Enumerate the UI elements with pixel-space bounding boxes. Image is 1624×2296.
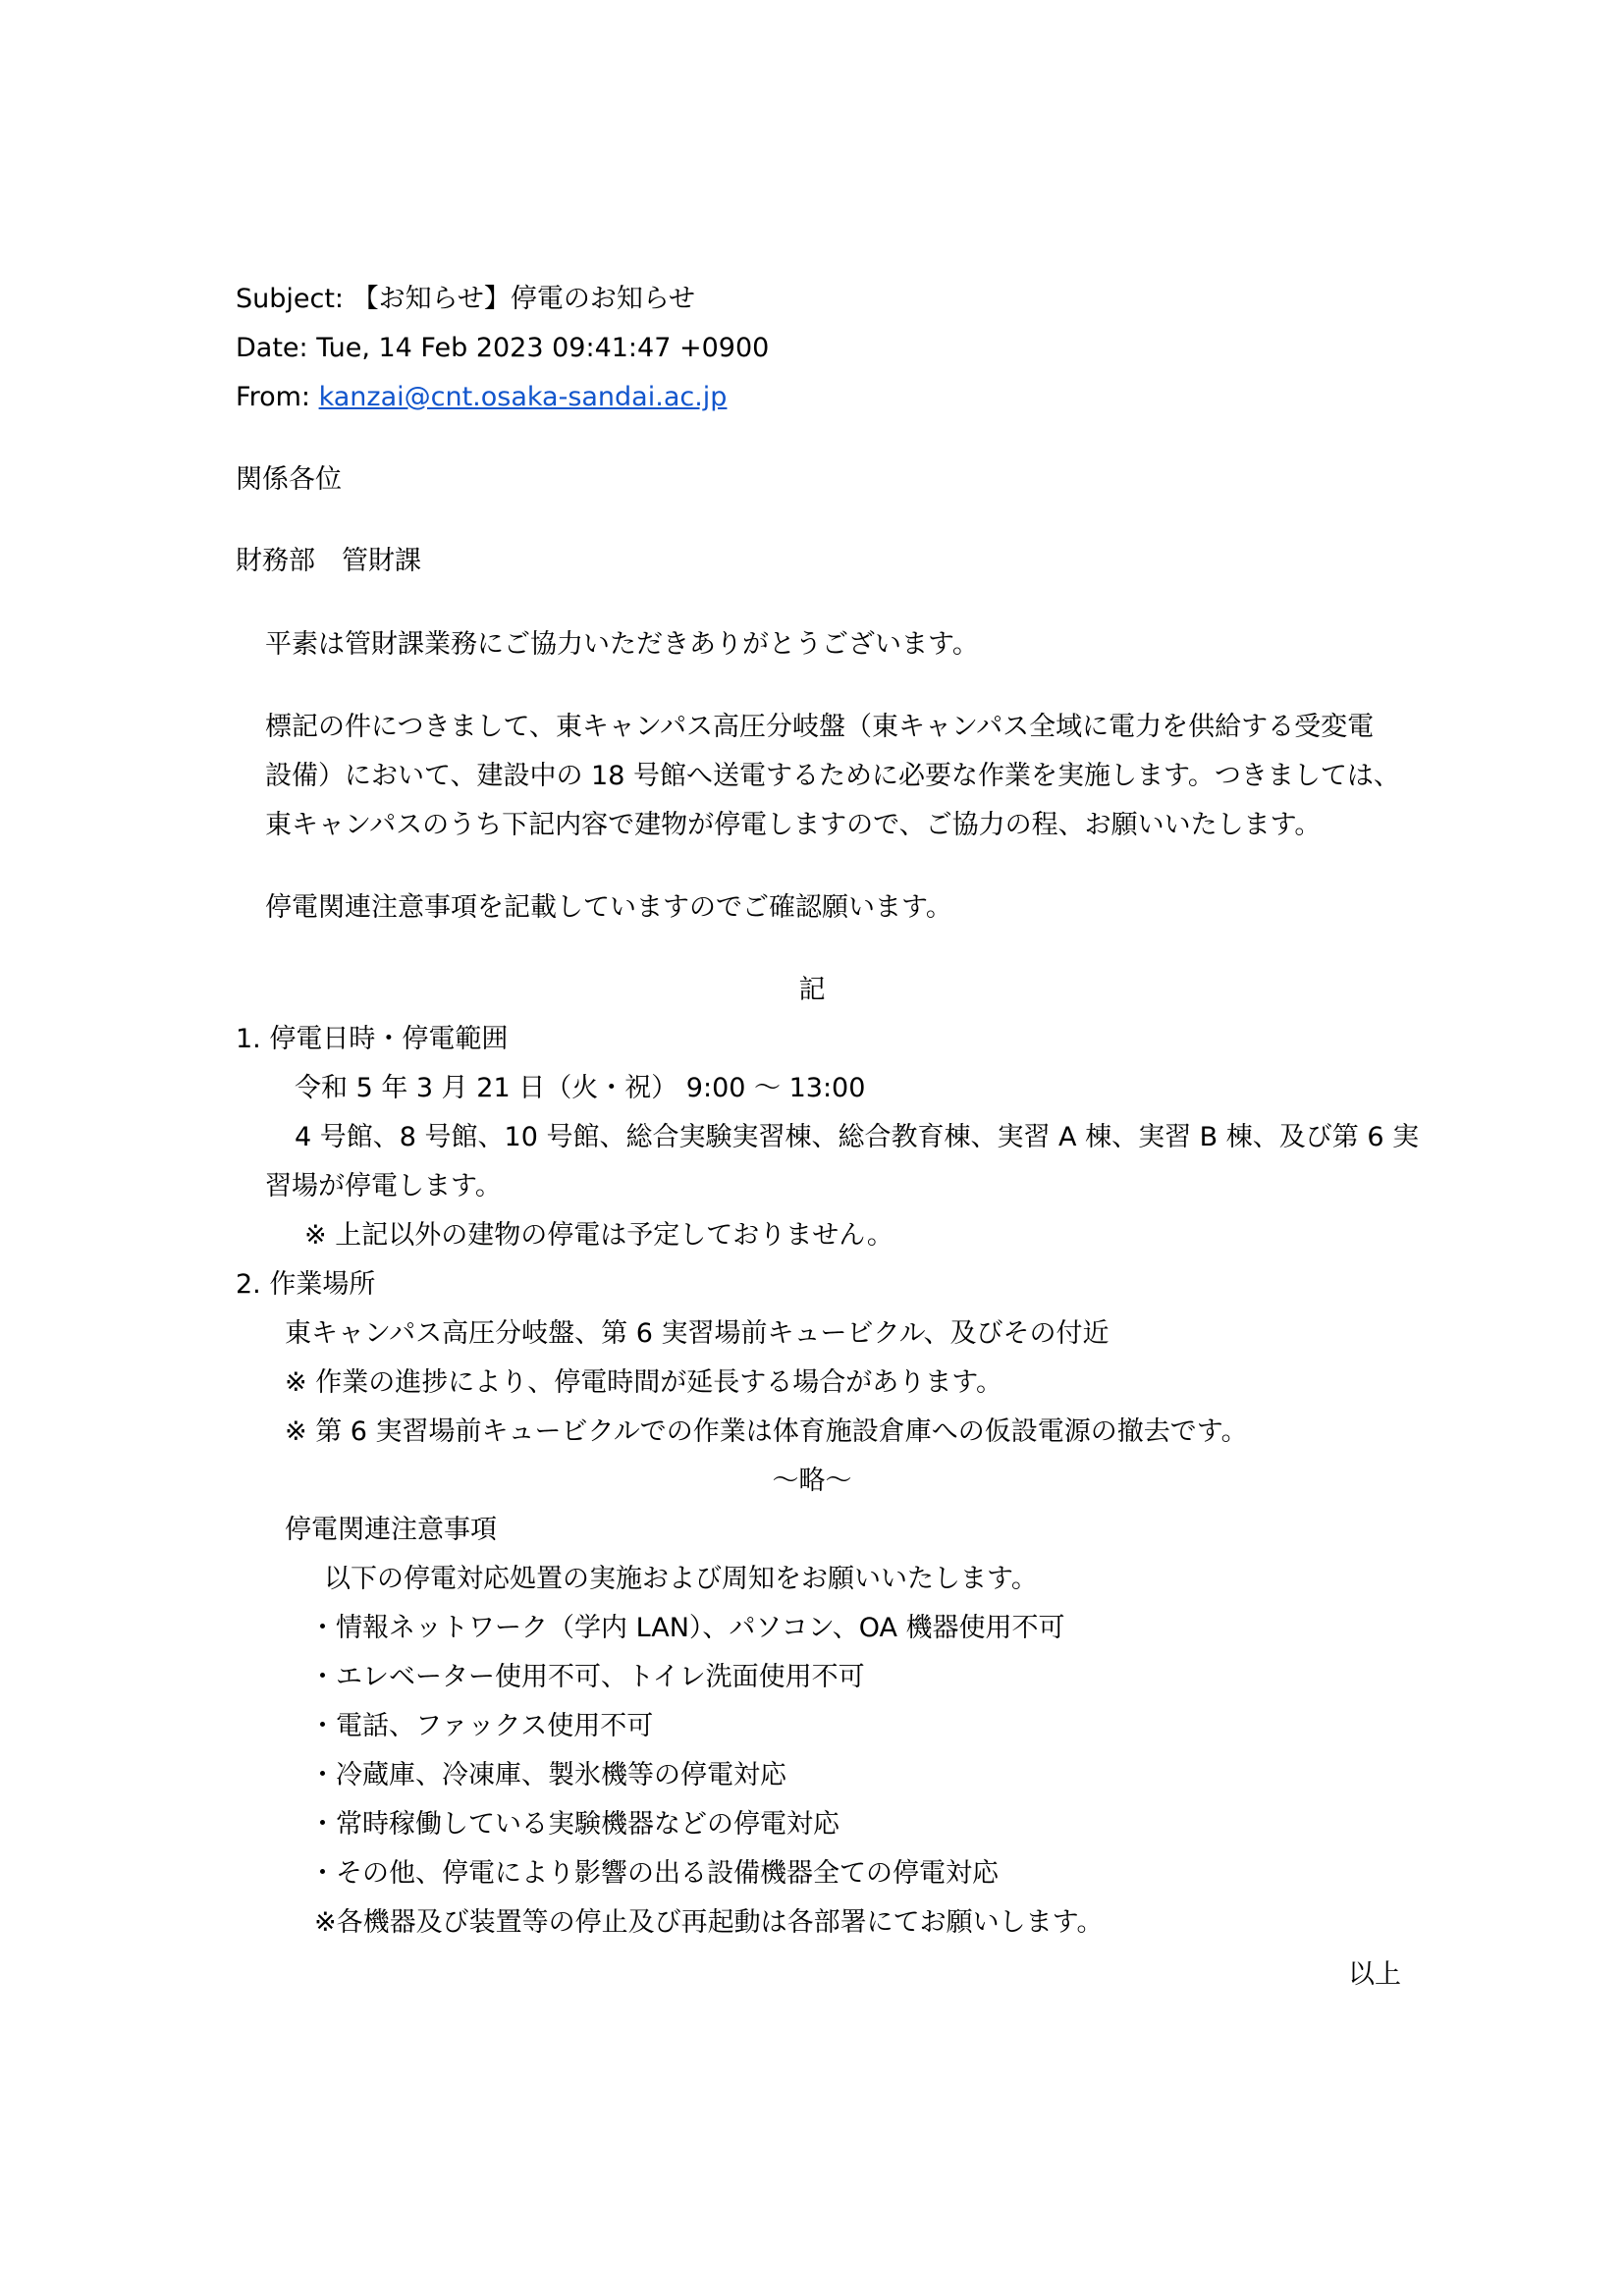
section2-location: 東キャンパス高圧分岐盤、第 6 実習場前キュービクル、及びその付近	[285, 1318, 1110, 1349]
omitted-marker: ～略～	[772, 1466, 852, 1496]
greeting: 平素は管財課業務にご協力いただきありがとうございます。	[265, 629, 979, 660]
ki-heading: 記	[798, 975, 826, 1005]
notice-line: 停電関連注意事項を記載していますのでご確認願います。	[265, 892, 952, 923]
date-line: Date: Tue, 14 Feb 2023 09:41:47 +0900	[236, 333, 770, 363]
intro-line-1: 標記の件につきまして、東キャンパス高圧分岐盤（東キャンパス全域に電力を供給する受変電	[265, 712, 1375, 742]
precaution-item: ・冷蔵庫、冷凍庫、製氷機等の停電対応	[309, 1760, 786, 1790]
section1-heading: 1. 停電日時・停電範囲	[236, 1024, 509, 1054]
subject-line	[236, 286, 695, 312]
intro-line-2: 設備）において、建設中の 18 号館へ送電するために必要な作業を実施します。つきましては、	[265, 761, 1400, 791]
section1-buildings-line2: 習場が停電します。	[265, 1171, 502, 1201]
section2-heading: 2. 作業場所	[236, 1269, 376, 1300]
addressee: 関係各位	[236, 464, 342, 495]
section1-note: ※ 上記以外の建物の停電は予定しておりません。	[304, 1220, 893, 1251]
from-label: From:	[236, 382, 319, 412]
precaution-item: ・エレベーター使用不可、トイレ洗面使用不可	[309, 1662, 865, 1692]
section1-buildings-line1: 4 号館、8 号館、10 号館、総合実験実習棟、総合教育棟、実習 A 棟、実習 B 棟、及び第 6 実	[295, 1122, 1420, 1152]
precaution-item: ・情報ネットワーク（学内 LAN）、パソコン、OA 機器使用不可	[309, 1613, 1065, 1643]
subject-value: 【お知らせ】停電のお知らせ	[352, 284, 696, 314]
from-email-link[interactable]: kanzai@cnt.osaka-sandai.ac.jp	[318, 382, 728, 412]
sender: 財務部 管財課	[236, 546, 421, 576]
closing: 以上	[1348, 1959, 1401, 1990]
intro-line-3: 東キャンパスのうち下記内容で建物が停電しますので、ご協力の程、お願いいたします。	[265, 810, 1322, 840]
precautions-heading: 停電関連注意事項	[285, 1515, 497, 1545]
section2-note1: ※ 作業の進捗により、停電時間が延長する場合があります。	[285, 1367, 1003, 1398]
section1-datetime: 令和 5 年 3 月 21 日（火・祝） 9:00 ～ 13:00	[295, 1073, 866, 1103]
precaution-item: ・常時稼働している実験機器などの停電対応	[309, 1809, 839, 1840]
from-line	[236, 384, 727, 410]
precautions-footnote: ※各機器及び装置等の停止及び再起動は各部署にてお願いします。	[314, 1907, 1104, 1938]
subject-label: Subject:	[236, 284, 352, 314]
precautions-intro: 以下の停電対応処置の実施および周知をお願いいたします。	[324, 1564, 1038, 1594]
precaution-item: ・電話、ファックス使用不可	[309, 1711, 654, 1741]
precaution-item: ・その他、停電により影響の出る設備機器全ての停電対応	[309, 1858, 999, 1889]
section2-note2: ※ 第 6 実習場前キュービクルでの作業は体育施設倉庫への仮設電源の撤去です。	[285, 1416, 1248, 1447]
